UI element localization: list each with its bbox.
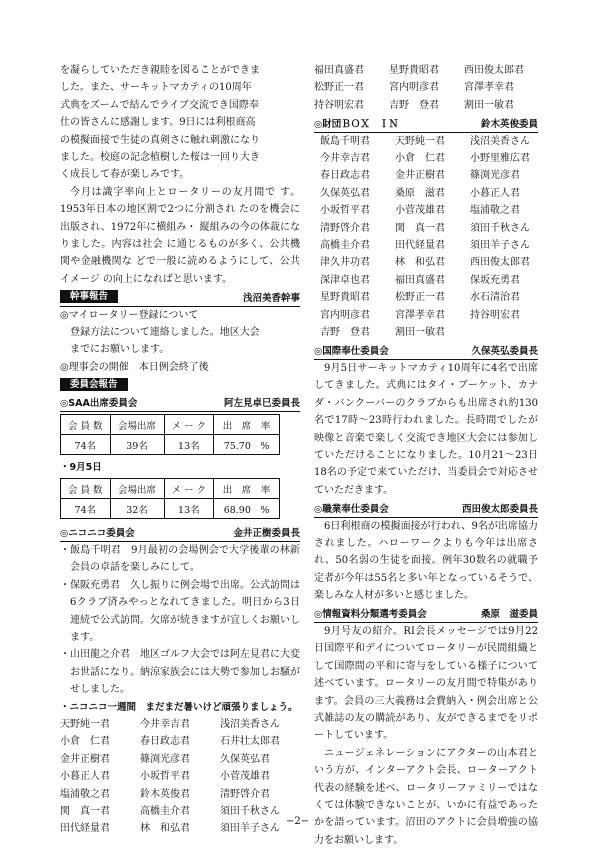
- member-name: 須田千秋さん: [220, 805, 280, 817]
- member-name: 田代経量君: [395, 240, 445, 252]
- member-name: 福田真盛君: [395, 274, 445, 286]
- member-name: 関 真一君: [395, 222, 445, 234]
- saa-person: 阿左見卓巳委員長: [223, 398, 300, 410]
- intro-line: 仕の皆さんに感謝します。9日には利根商高: [60, 117, 256, 129]
- niko-week: ・ニコニコ一週間 まだまだ暑いけど頑張りましょう。: [60, 701, 298, 713]
- right-column: [314, 62, 538, 849]
- member-name: 吉野 登君: [320, 327, 370, 339]
- member-name: 田代経量君: [60, 823, 110, 835]
- shokugyo-text: 6日利根商の模擬面接が行われ、9名が出席協力されました。ハローワークよりも今年は出席され、50名弱の生徒を面接。例年30数名の就職予定者が今年は55名と多い年となっているそうで、楽しみな人材が多いと感じました。: [314, 520, 538, 602]
- joho-title: ◎情報資料分類選考委員会: [314, 609, 427, 621]
- member-name: 割田一敏君: [464, 99, 514, 111]
- top-name-grid: [314, 62, 538, 114]
- intro-paragraph: [60, 62, 300, 184]
- member-name: 深津卓也君: [320, 274, 370, 286]
- date-label: ・9月5日: [60, 462, 102, 474]
- niko-header: [60, 523, 300, 541]
- member-name: 篠渕光彦君: [140, 753, 190, 765]
- member-name: 清野啓介君: [220, 788, 270, 800]
- zaidan-title: ◎財団ＢＯＸ ＩＮ: [314, 118, 399, 130]
- member-name: 宮澤孝幸君: [395, 309, 445, 321]
- member-name: 星野貴昭君: [389, 65, 439, 76]
- member-name: 塩浦敬之君: [60, 788, 110, 800]
- member-name: 松野正一君: [314, 82, 364, 94]
- member-name: 水石清治君: [470, 292, 520, 304]
- member-name: 宮澤孝幸君: [464, 82, 514, 94]
- table-cell: 74名: [61, 435, 111, 455]
- joho-person: 桑原 滋委員: [480, 609, 538, 621]
- committee-report-header: [60, 376, 300, 393]
- intro-line: した。また、サーキットマカティの10周年: [60, 82, 252, 94]
- niko-person: 金井正樹委員長: [233, 528, 300, 540]
- member-name: 宮内明彦君: [320, 309, 370, 321]
- joho-text-2: ニュージェネレーションにアクターの山本君という方が、インターアクト会長、ローターアクト代表の経験を述べ、ロータリーファミリーではなくては体験できないことが、いかに有益であったかを語っています。沼田のアクトに会員増強の協力をお願いします。: [314, 747, 538, 846]
- table-cell: 68.90 %: [214, 499, 280, 519]
- member-name: 高橋圭介君: [140, 805, 190, 817]
- member-name: 浅沼美香さん: [470, 135, 530, 147]
- member-name: 林 和弘君: [395, 257, 445, 269]
- member-name: 塩浦敬之君: [470, 205, 520, 217]
- member-name: 割田一敏君: [395, 327, 445, 339]
- member-name: 篠渕光彦君: [470, 170, 520, 182]
- intro-line: を凝らしていただき親睦を図ることができま: [60, 65, 260, 76]
- intro-line: ました。校庭の記念植樹した桜は一回り大き: [60, 152, 260, 164]
- list-item: ・保阪充勇君 久し振りに例会場で出席。公式訪問は6クラブ済みやっとなれてきました。明日から3日連続で公式訪問。欠席が続きますが宜しくお願いします。: [60, 579, 300, 643]
- member-name: 保坂充勇君: [470, 274, 520, 286]
- member-name: 高橋圭介君: [320, 240, 370, 252]
- kanji-report-label: 幹事報告: [60, 290, 118, 303]
- member-name: 石井壮太郎君: [220, 736, 280, 748]
- member-name: 宮内明彦君: [389, 82, 439, 94]
- kanji-report-header: [60, 288, 300, 306]
- table-cell: 74名: [61, 499, 111, 519]
- attendance-table-2: [60, 478, 280, 519]
- member-name: 今井幸吉君: [140, 718, 190, 730]
- member-name: 西田俊太郎君: [464, 65, 524, 76]
- joho-header: [314, 605, 538, 623]
- member-name: [470, 324, 544, 341]
- list-item: ・山田龍之介君 地区ゴルフ大会では阿左見君に大変お世話になり。納涼家族会には大勢で参加しお騒がせしました。: [60, 649, 300, 696]
- table-header: 会場出席: [110, 415, 164, 435]
- member-name: 星野貴昭君: [320, 292, 370, 304]
- member-name: 小倉 仁君: [60, 736, 110, 748]
- member-name: 久保英弘君: [320, 187, 370, 199]
- shokugyo-title: ◎職業奉仕委員会: [314, 503, 389, 515]
- member-name: 吉野 登君: [389, 99, 439, 111]
- member-name: 浅沼美香さん: [220, 718, 280, 730]
- member-name: 小野里雅広君: [470, 153, 530, 165]
- member-name: 久保英弘君: [220, 753, 270, 765]
- zaidan-header: [314, 114, 538, 132]
- member-name: 小坂哲平君: [140, 771, 190, 783]
- kokusai-title: ◎国際奉仕委員会: [314, 346, 389, 358]
- table-header: 会場出席: [110, 479, 164, 499]
- member-name: 小暮正人君: [470, 187, 520, 199]
- table-header: 出 席 率: [214, 479, 280, 499]
- kanji-items: [60, 307, 300, 377]
- table-header: 会 員 数: [61, 415, 111, 435]
- member-name: 飯島千明君: [320, 135, 370, 147]
- member-name: 小菅茂雄君: [395, 205, 445, 217]
- kanji-item: までにお願いします。: [70, 344, 170, 356]
- joho-text: 9月号友の紹介。RI会長メッセージでは9月22日国際平和デイについてロータリーが民間組織として国際間の平和に寄与をしている様子について述べています。ロータリーの友月間で特集があります。会員の三大義務は会費納入・例会出席と公式雑誌の友の購読があり、友ができるまでをリポートしています。: [314, 625, 538, 742]
- kanji-item: 登録方法について連絡しました。地区大会: [70, 327, 260, 339]
- table-cell: 32名: [110, 499, 164, 519]
- committee-report-label: 委員会報告: [60, 378, 128, 391]
- member-name: 小暮正人君: [60, 771, 110, 783]
- kanji-person: 浅沼美香幹事: [242, 292, 300, 304]
- kanji-item: ◎理事会の開催 本日例会終了後: [60, 361, 209, 373]
- member-name: 福田真盛君: [314, 65, 364, 76]
- table-header: メ ー ク: [164, 479, 214, 499]
- member-name: 春日政志君: [140, 736, 190, 748]
- niko-items: [60, 542, 300, 699]
- member-name: 須田羊子さん: [470, 240, 530, 252]
- intro-line: の模擬面接で生徒の真剣さに触れ刺激になり: [60, 134, 260, 146]
- zaidan-person: 鈴木英俊委員: [480, 118, 538, 130]
- member-name: 金井正樹君: [60, 753, 110, 765]
- zaidan-name-grid: [314, 133, 538, 342]
- saa-header: [60, 394, 300, 412]
- member-name: 小坂哲平君: [320, 205, 370, 217]
- table-cell: 75.70 %: [214, 435, 280, 455]
- table-cell: 13名: [164, 435, 214, 455]
- member-name: 今井幸吉君: [320, 153, 370, 165]
- table-cell: 13名: [164, 499, 214, 519]
- shokugyo-header: [314, 499, 538, 517]
- saa-title: ◎SAA出席委員会: [60, 398, 138, 410]
- member-name: 春日政志君: [320, 170, 370, 182]
- member-name: 鈴木英俊君: [140, 788, 190, 800]
- kokusai-header: [314, 341, 538, 359]
- kanji-item: ◎マイロータリー登録について: [60, 309, 199, 321]
- member-name: 津久井功君: [320, 257, 370, 269]
- member-name: 天野純一君: [60, 718, 110, 730]
- member-name: 天野純一君: [395, 135, 445, 147]
- list-item: ・飯島千明君 9月最初の会場例会で大学後輩の林新会員の卓話を楽しみにして。: [60, 544, 300, 574]
- member-name: 松野正一君: [395, 292, 445, 304]
- left-column: [60, 62, 300, 838]
- page-number: −2−: [285, 816, 310, 827]
- member-name: 西田俊太郎君: [470, 257, 530, 269]
- niko-title: ◎ニコニコ委員会: [60, 528, 135, 540]
- member-name: 関 真一君: [60, 805, 110, 817]
- table-header: 出 席 率: [214, 415, 280, 435]
- intro-line: く成長して春が楽しみです。: [60, 169, 190, 181]
- member-name: 小菅茂雄君: [220, 771, 270, 783]
- member-name: 須田千秋さん: [470, 222, 530, 234]
- member-name: 金井正樹君: [395, 170, 445, 182]
- member-name: 持谷明宏君: [314, 99, 364, 111]
- kokusai-text: 9月5日サーキットマカティ10周年に4名で出席してきました。式典にはタイ・ブーケット、カナダ・バンクーバーのクラブからも出席され約130名で17時〜23時行われました。長時間でしたが映像と音楽で楽しく交流でき地区大会には参加していただけることになりました。10月21〜23日18名の予定で来ていただけ、当委員会で対応させていただきます。: [314, 362, 538, 496]
- shokugyo-person: 西田俊太郎委員長: [461, 503, 538, 515]
- table-header: 会 員 数: [61, 479, 111, 499]
- member-name: 清野啓介君: [320, 222, 370, 234]
- member-name: 林 和弘君: [140, 823, 190, 835]
- member-name: 持谷明宏君: [470, 309, 520, 321]
- member-name: 小倉 仁君: [395, 153, 445, 165]
- intro-line: 式典をズームで結んでライブ交流でき国際奉: [60, 99, 259, 111]
- table-cell: 39名: [110, 435, 164, 455]
- kokusai-person: 久保英弘委員長: [471, 346, 538, 358]
- member-name: 桑原 滋君: [395, 187, 445, 199]
- attendance-table-1: [60, 414, 280, 455]
- member-name: 須田羊子さん: [220, 823, 280, 835]
- monthly-paragraph: 今月は識字率向上とロータリーの友月間で す。1953年日本の地区割で2つに分割され たのを機会に出版され、1972年に横組み・ 縦組みの今の体裁になりました。内容は社会 に通じるものが多く、公共機関や金融機関な どで一般に読めるようにして、公共イメージ の向上になればと思います。: [60, 186, 300, 285]
- table-header: メ ー ク: [164, 415, 214, 435]
